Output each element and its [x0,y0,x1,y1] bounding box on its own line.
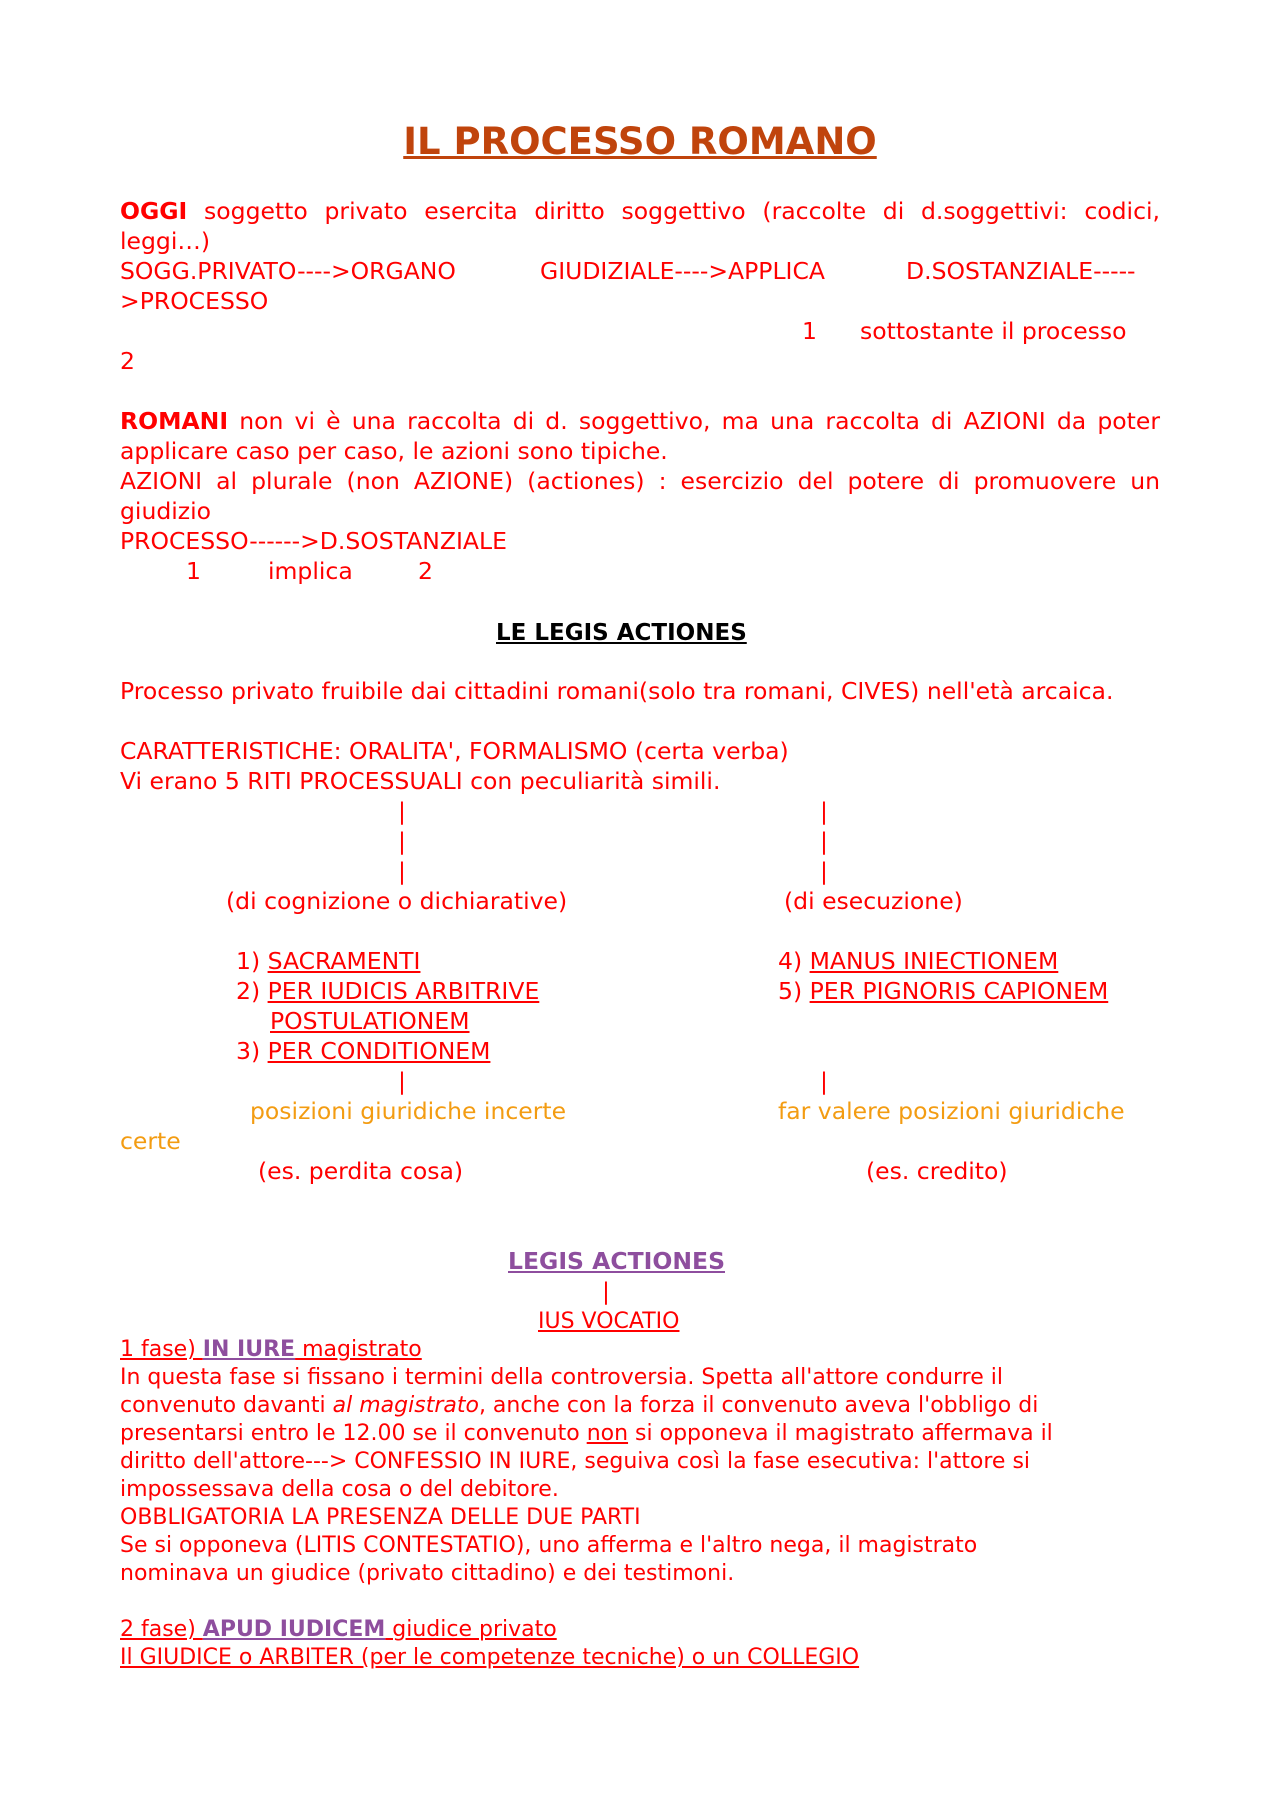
romani-azioni: AZIONI al plurale (non AZIONE) (actiones) : esercizio del potere di promuovere un giudizio [120,467,1160,525]
fase1-line: nominava un giudice (privato cittadino) e dei testimoni. [120,1561,735,1586]
fase1-heading: 1 fase) IN IURE magistrato [120,1337,422,1362]
oggi-paragraph [120,196,1160,256]
rito-item: POSTULATIONEM [270,1007,470,1035]
fase1-line: In questa fase si fissano i termini della controversia. Spetta all'attore condurre il [120,1365,1003,1390]
oggi-chain-b: GIUDIZIALE---->APPLICA [540,257,825,285]
oggi-num-1: 1 [802,317,817,345]
romani-text: non vi è una raccolta di d. soggettivo, ma una raccolta di AZIONI da poter applicare caso per caso, le azioni sono tipiche. [120,407,1160,465]
fase1-line: diritto dell'attore---> CONFESSIO IN IURE, seguiva così la fase esecutiva: l'attore si [120,1449,1031,1474]
rito-item: 2) PER IUDICIS ARBITRIVE [236,977,540,1005]
romani-paragraph [120,406,1160,466]
oggi-under: sottostante il processo [860,317,1127,345]
right-note-a: far valere posizioni giuridiche [778,1097,1125,1125]
ius-vocatio: IUS VOCATIO [538,1309,680,1334]
romani-label: ROMANI [120,407,229,435]
rito-item: 5) PER PIGNORIS CAPIONEM [778,977,1109,1005]
branch-pipe-right-3: | [820,857,828,885]
branch-pipe-left-3: | [398,857,406,885]
right-branch-heading: (di esecuzione) [784,887,963,915]
legis-heading: LE LEGIS ACTIONES [496,620,747,646]
fase2-line: Il GIUDICE o ARBITER (per le competenze tecniche) o un COLLEGIO [120,1645,860,1670]
legis-p3: Vi erano 5 RITI PROCESSUALI con peculiarità simili. [120,767,721,795]
oggi-text: soggetto privato esercita diritto soggettivo (raccolte di d.soggettivi: codici, leggi…) [120,197,1160,255]
left-note: posizioni giuridiche incerte [250,1097,567,1125]
section2-pipe: | [602,1277,610,1305]
oggi-chain-a: SOGG.PRIVATO---->ORGANO [120,257,456,285]
branch-pipe-left-2: | [398,827,406,855]
note-pipe-left: | [398,1067,406,1095]
oggi-chain-c: D.SOSTANZIALE----- [906,257,1136,285]
left-branch-heading: (di cognizione o dichiarative) [226,887,568,915]
rito-item: 4) MANUS INIECTIONEM [778,947,1059,975]
fase1-line: impossessava della cosa o del debitore. [120,1477,559,1502]
branch-pipe-left-1: | [398,797,406,825]
branch-pipe-right-1: | [820,797,828,825]
left-example: (es. perdita cosa) [258,1157,464,1185]
legis-p1: Processo privato fruibile dai cittadini romani(solo tra romani, CIVES) nell'età arcaica. [120,677,1114,705]
romani-num-2: 2 [418,557,433,585]
note-pipe-right: | [820,1067,828,1095]
oggi-label: OGGI [120,197,188,225]
rito-item: 3) PER CONDITIONEM [236,1037,491,1065]
fase1-line: OBBLIGATORIA LA PRESENZA DELLE DUE PARTI [120,1505,641,1530]
fase2-heading: 2 fase) APUD IUDICEM giudice privato [120,1617,557,1642]
romani-implica: implica [268,557,353,585]
branch-pipe-right-2: | [820,827,828,855]
section2-heading: LEGIS ACTIONES [508,1247,725,1275]
oggi-chain-d: >PROCESSO [120,287,269,315]
document-title: IL PROCESSO ROMANO [403,120,877,163]
rito-item: 1) SACRAMENTI [236,947,421,975]
right-example: (es. credito) [866,1157,1008,1185]
fase1-line: presentarsi entro le 12.00 se il convenuto non si opponeva il magistrato affermava il [120,1421,1053,1446]
romani-num-1: 1 [186,557,201,585]
right-note-b: certe [120,1127,181,1155]
fase1-line: convenuto davanti al magistrato, anche con la forza il convenuto aveva l'obbligo di [120,1393,1039,1418]
oggi-num-2: 2 [120,347,135,375]
fase1-line: Se si opponeva (LITIS CONTESTATIO), uno afferma e l'altro nega, il magistrato [120,1533,978,1558]
legis-p2: CARATTERISTICHE: ORALITA', FORMALISMO (certa verba) [120,737,789,765]
romani-chain: PROCESSO------>D.SOSTANZIALE [120,527,507,555]
